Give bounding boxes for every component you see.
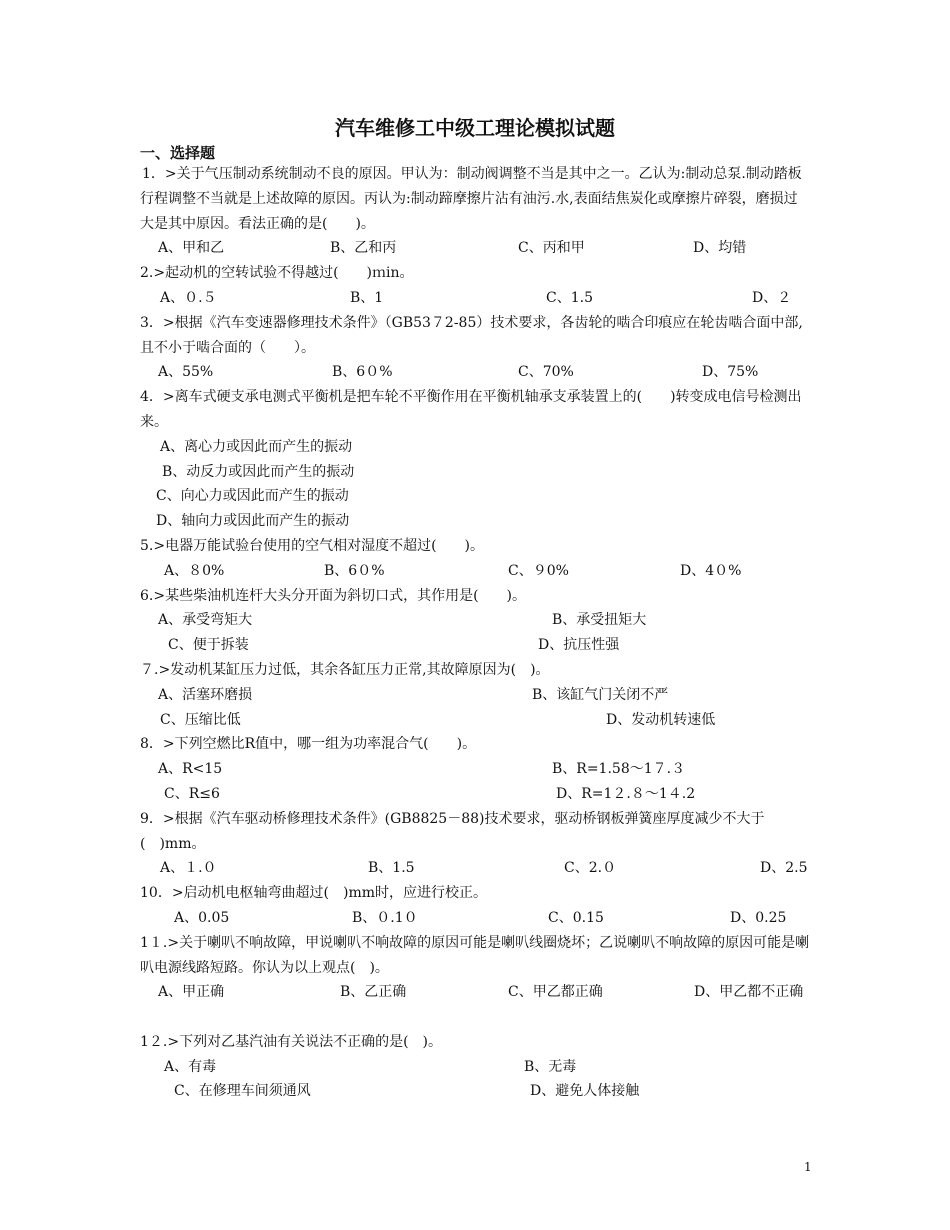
options-row <box>140 286 810 311</box>
option-b: B、动反力或因此而产生的振动 <box>162 463 355 480</box>
page-number: 1 <box>804 1160 812 1174</box>
options-row <box>140 633 810 658</box>
option-a: A、０.５ <box>160 289 217 306</box>
question-stem: 1１.>关于喇叭不响故障，甲说喇叭不响故障的原因可能是喇叭线圈烧坏；乙说喇叭不响故障的原因可能是喇叭电源线路短路。你认为以上观点( )。 <box>140 934 810 976</box>
option-d: D、甲乙都不正确 <box>694 984 804 1001</box>
question-stem: 6.>某些柴油机连杆大头分开面为斜切口式，其作用是( )。 <box>140 587 527 604</box>
option-d: D、75% <box>702 364 759 381</box>
option-c: C、1.5 <box>546 289 593 306</box>
option-c: C、70% <box>518 364 574 381</box>
option-a: A、有毒 <box>164 1058 217 1075</box>
option-d: D、轴向力或因此而产生的振动 <box>156 513 350 530</box>
option-b: B、6０% <box>324 562 385 579</box>
option-c: C、丙和甲 <box>518 240 585 257</box>
option-b: B、1.5 <box>368 860 415 877</box>
question-11 <box>140 931 810 1030</box>
question-3 <box>140 311 810 385</box>
options-row <box>140 360 810 385</box>
option-b: B、该缸气门关闭不严 <box>532 686 669 703</box>
option-b: B、无毒 <box>524 1058 577 1075</box>
page-title: 汽车维修工中级工理论模拟试题 <box>335 116 615 140</box>
question-1 <box>140 162 810 261</box>
option-d: D、2.5 <box>760 860 808 877</box>
question-12 <box>140 1030 810 1104</box>
option-d: D、避免人体接触 <box>530 1083 640 1100</box>
question-stem: 3．>根据《汽车变速器修理技术条件》（GB53７2-85）技术要求，各齿轮的啮合印痕应在轮齿啮合面中部,且不小于啮合面的（ ）。 <box>140 314 803 356</box>
question-stem: 10．>启动机电枢轴弯曲超过( )mm时，应进行校正。 <box>140 885 488 902</box>
option-a: A、承受弯矩大 <box>158 612 253 629</box>
option-c: C、0.15 <box>548 909 604 926</box>
options-row <box>140 856 810 881</box>
question-stem: ７.>发动机某缸压力过低，其余各缸压力正常,其故障原因为( )。 <box>140 661 550 678</box>
options-row <box>140 683 810 708</box>
option-b: B、承受扭矩大 <box>552 612 647 629</box>
option-a: A、0.05 <box>174 909 230 926</box>
option-a: A、55% <box>158 364 214 381</box>
option-a: A、活塞环磨损 <box>158 686 253 703</box>
question-4 <box>140 385 810 534</box>
question-stem: 2.>起动机的空转试验不得越过( )ｍin。 <box>140 265 414 282</box>
option-d: D、２ <box>752 289 792 306</box>
option-c: C、2.０ <box>564 860 617 877</box>
option-d: D、均错 <box>693 240 747 257</box>
options-row <box>140 757 810 782</box>
options-row <box>140 1079 810 1104</box>
options-row <box>140 906 810 931</box>
question-10 <box>140 881 810 931</box>
option-d: D、0.25 <box>730 909 787 926</box>
option-b: B、R=1.58～1７.３ <box>552 761 686 778</box>
option-c: C、９0% <box>508 562 569 579</box>
options-row <box>140 1055 810 1080</box>
question-stem: 8．>下列空燃比R值中，哪一组为功率混合气( )。 <box>140 736 477 753</box>
question-7 <box>140 658 810 732</box>
option-a: A、甲和乙 <box>158 240 225 257</box>
question-stem: 1．>关于气压制动系统制动不良的原因。甲认为：制动阀调整不当是其中之一。乙认为:制动总泵.制动踏板行程调整不当就是上述故障的原因。丙认为:制动蹄摩擦片沾有油污.水,表面结焦炭化或摩擦片碎裂，磨损过大是其中原因。看法正确的是( )。 <box>140 166 802 232</box>
options-row <box>140 236 810 261</box>
option-a: A、甲正确 <box>158 984 225 1001</box>
option-a: A、８0% <box>164 562 225 579</box>
question-stem: 5.>电器万能试验台使用的空气相对湿度不超过( )。 <box>140 537 485 554</box>
question-stem: 9．>根据《汽车驱动桥修理技术条件》(GB8825－88)技术要求，驱动桥钢板弹簧座厚度减少不大于( )mm。 <box>140 810 765 852</box>
question-stem: 4．>离车式硬支承电测式平衡机是把车轮不平衡作用在平衡机轴承支承装置上的( )转变成电信号检测出来。 <box>140 389 802 430</box>
options-row <box>140 708 810 733</box>
option-c: C、甲乙都正确 <box>508 984 603 1001</box>
option-d: D、发动机转速低 <box>606 711 716 728</box>
options-row <box>140 980 810 1005</box>
option-c: C、向心力或因此而产生的振动 <box>156 488 349 505</box>
question-2 <box>140 261 810 311</box>
question-5 <box>140 534 810 584</box>
options-row <box>140 782 810 807</box>
option-d: D、抗压性强 <box>538 637 620 654</box>
option-c: C、在修理车间须通风 <box>174 1083 311 1100</box>
question-list <box>140 162 810 1104</box>
question-9 <box>140 807 810 881</box>
option-c: C、R≤6 <box>164 785 220 802</box>
question-8 <box>140 732 810 806</box>
section-heading: 一、选择题 <box>140 144 216 162</box>
option-c: C、压缩比低 <box>160 711 241 728</box>
options-row <box>140 559 810 584</box>
option-c: C、便于拆装 <box>168 637 249 654</box>
option-b: B、1 <box>350 289 384 306</box>
option-b: B、乙正确 <box>340 984 407 1001</box>
option-b: B、6０% <box>332 364 393 381</box>
question-6 <box>140 584 810 658</box>
option-a: A、１.０ <box>160 860 217 877</box>
option-d: D、4０% <box>680 562 742 579</box>
options-row <box>140 608 810 633</box>
option-b: B、乙和丙 <box>330 240 397 257</box>
option-a: A、离心力或因此而产生的振动 <box>160 438 353 455</box>
option-d: D、R=1２.８～1４.2 <box>556 785 696 802</box>
option-a: A、R<15 <box>158 761 223 778</box>
option-b: B、０.1０ <box>352 909 418 926</box>
question-stem: 1２.>下列对乙基汽油有关说法不正确的是( )。 <box>140 1033 443 1050</box>
